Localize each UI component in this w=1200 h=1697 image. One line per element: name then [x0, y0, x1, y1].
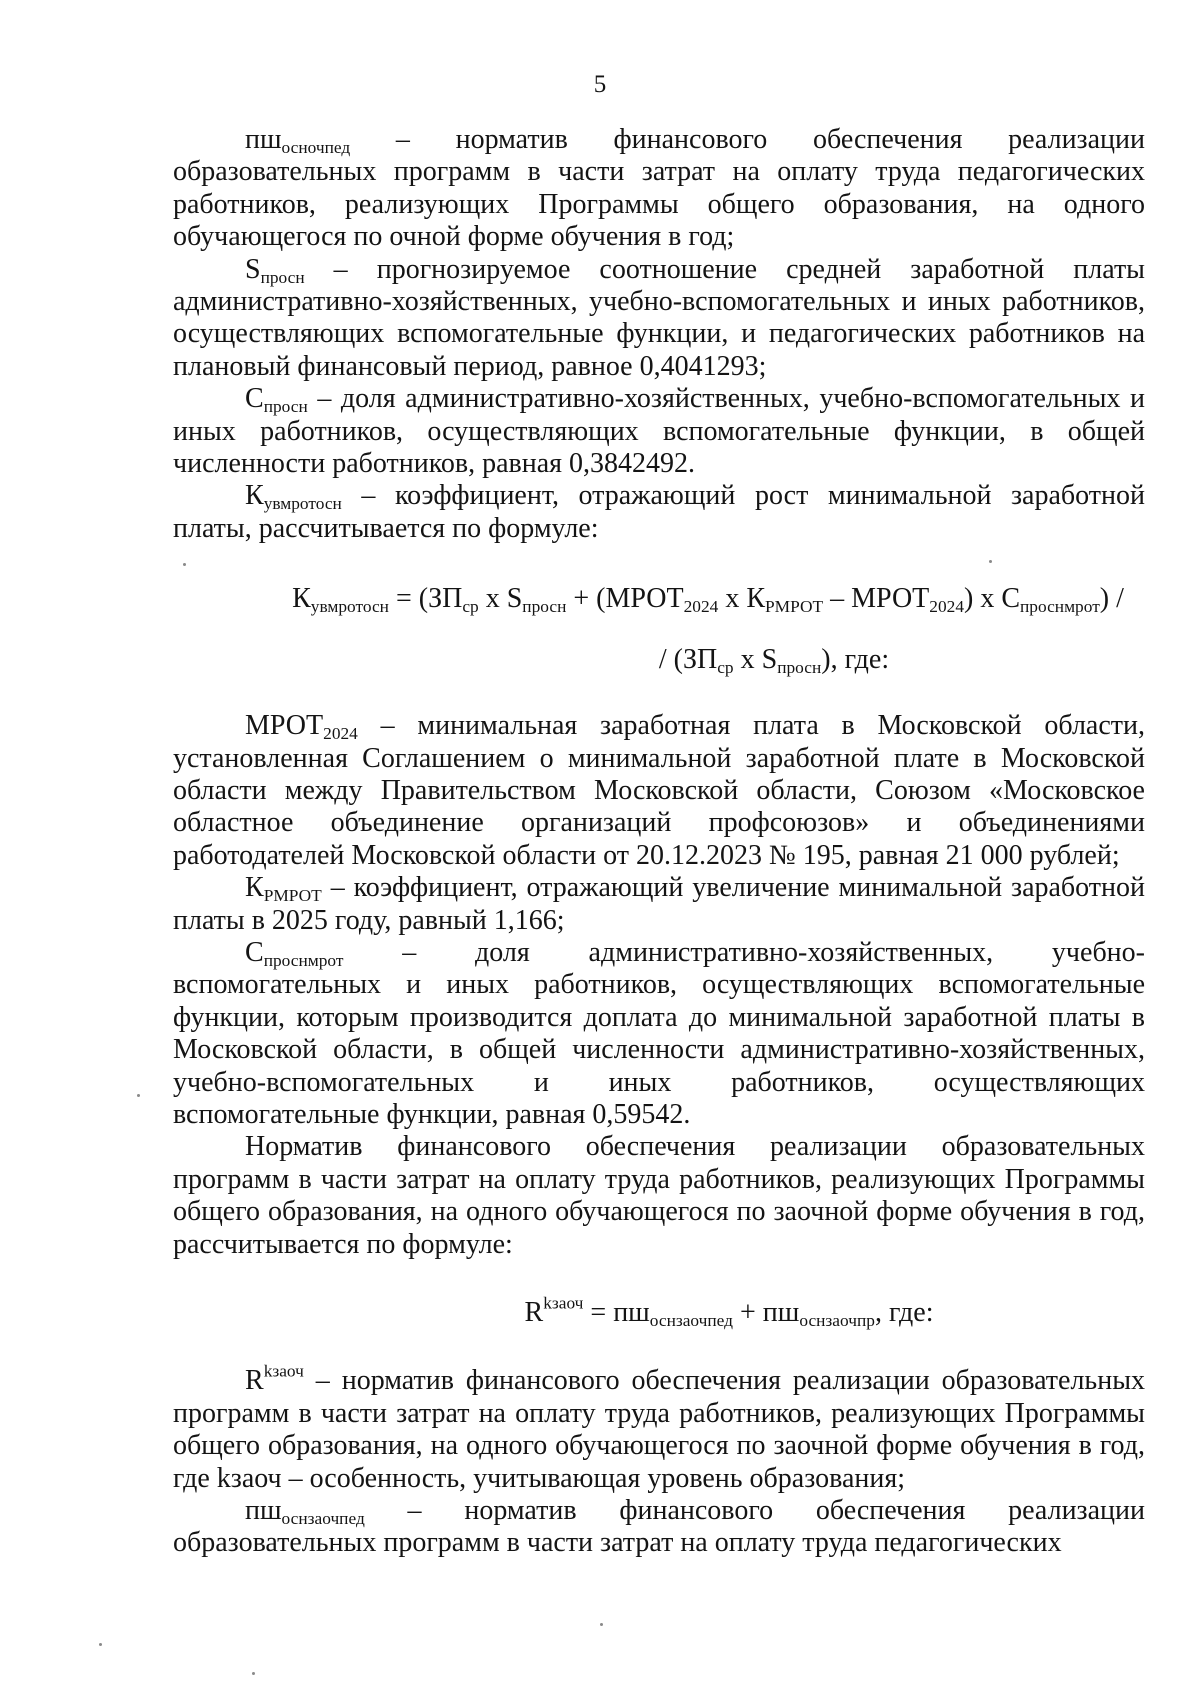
symbol-subscript: 2024 [323, 723, 358, 743]
symbol: С [245, 383, 264, 415]
scan-speck [252, 1672, 255, 1675]
definition-text: – коэффициент, отражающий увеличение минимальной заработной платы в 2025 году, равный 1,166; [173, 872, 1145, 936]
scan-speck [989, 560, 992, 563]
definition-text: – доля административно-хозяйственных, учебно-вспомогательных и иных работников, осуществляющих вспомогательные функции, в общей численности работников, равная 0,3842492. [173, 383, 1145, 480]
symbol: S [245, 253, 261, 285]
formula-r-kzaoch [173, 1293, 1145, 1330]
symbol-subscript: увмротосн [263, 494, 342, 514]
formula-subscript: проснмрот [1020, 597, 1100, 617]
definition-psh-osnzaochped [173, 1495, 1145, 1560]
definition-text: – минимальная заработная плата в Московской области, установленная Соглашением о минимальной заработной плате в Московской области между Правительством Московской области, Союзом «Московское областное объединение организаций профсоюзов» и объединениями работодателей Московской области от 20.12.2023 № 195, равная 21 000 рублей; [173, 710, 1145, 871]
formula-subscript: просн [777, 657, 822, 677]
formula-subscript: ср [462, 597, 479, 617]
definition-mrot-2024 [173, 710, 1145, 872]
symbol: МРОТ [245, 710, 324, 742]
formula-term: – МРОТ [823, 583, 930, 615]
symbol-subscript: оснзаочпед [281, 1508, 365, 1528]
symbol-superscript: kзаоч [263, 1361, 304, 1381]
formula-term: = (ЗП [388, 583, 463, 615]
definition-text: – коэффициент, отражающий рост минимальной заработной платы, рассчитывается по формуле: [173, 480, 1145, 544]
formula-subscript: 2024 [929, 597, 964, 617]
definition-text: – норматив финансового обеспечения реализации образовательных программ в части затрат на оплату труда работников, реализующих Программы общего образования, на одного обучающегося по заочной форме обучения в год, где kзаоч – особенность, учитывающая уровень образования; [173, 1365, 1145, 1494]
formula-term: x S [478, 583, 523, 615]
definition-r-kzaoch [173, 1361, 1145, 1495]
definition-text: – норматив финансового обеспечения реализации образовательных программ в части затрат на оплату труда педагогических [173, 1495, 1145, 1559]
scan-speck [600, 1623, 603, 1626]
definition-c-prosnmrot [173, 937, 1145, 1131]
symbol-subscript: просн [263, 397, 308, 417]
formula-term: , где: [874, 1297, 934, 1328]
formula-term: К [292, 583, 311, 615]
definition-text: – норматив финансового обеспечения реализации образовательных программ в части затрат на оплату труда педагогических работников, реализующих Программы общего образования, на одного обучающегося по очной форме обучения в год; [173, 124, 1145, 253]
formula-term: x К [718, 583, 766, 615]
definition-text: – прогнозируемое соотношение средней заработной платы административно-хозяйственных, учебно-вспомогательных и иных работников, осуществляющих вспомогательные функции, и педагогических работников на плановый финансовый период, равное 0,4041293; [173, 253, 1145, 382]
page-number: 5 [593, 71, 607, 98]
definition-k-uvmrotosn [173, 480, 1145, 545]
formula-term: = пш [583, 1297, 650, 1328]
definition-psh-osnochped [173, 124, 1145, 254]
symbol: пш [245, 124, 282, 155]
formula-term: + пш [732, 1297, 800, 1328]
formula-subscript: увмротосн [310, 597, 389, 617]
formula-term: ) / [1099, 583, 1124, 615]
definition-s-prosn [173, 254, 1145, 384]
formula-subscript: РМРОТ [765, 597, 824, 617]
definition-text: – доля административно-хозяйственных, учебно-вспомогательных и иных работников, осуществляющих вспомогательные функции, которым производится доплата до минимальной заработной платы в Московской области, в общей численности административно-хозяйственных, учебно-вспомогательных и иных работников, осуществляющих вспомогательные функции, равная 0,59542. [173, 936, 1145, 1130]
formula-subscript: просн [522, 597, 567, 617]
formula-subscript: 2024 [683, 597, 719, 617]
symbol-subscript: РМРОТ [263, 885, 322, 905]
symbol-subscript: осночпед [281, 137, 351, 157]
symbol: К [245, 872, 264, 904]
formula-superscript: kзаоч [543, 1293, 584, 1313]
symbol-subscript: просн [260, 267, 305, 287]
formula-term: ) x С [964, 583, 1020, 615]
formula-subscript: оснзаочпр [799, 1310, 875, 1330]
formula-term: / (ЗП [658, 643, 718, 675]
formula-subscript: ср [717, 657, 734, 677]
symbol: К [245, 480, 264, 512]
scan-speck [183, 563, 186, 566]
formula-k-uvmrotosn-line1 [173, 583, 1145, 615]
symbol: С [245, 936, 264, 968]
definition-k-rmrot [173, 872, 1145, 937]
symbol: пш [245, 1495, 282, 1527]
formula-term: x S [733, 643, 778, 675]
symbol: R [245, 1365, 264, 1397]
formula-subscript: оснзаочпед [649, 1310, 733, 1330]
formula-k-uvmrotosn-line2 [173, 644, 1145, 676]
symbol-subscript: проснмрот [263, 950, 344, 970]
scan-speck [99, 1643, 102, 1646]
formula-term: + (МРОТ [566, 583, 684, 615]
scan-speck [137, 1094, 140, 1097]
paragraph-norm-zaochnaya: Норматив финансового обеспечения реализации образовательных программ в части затрат на оплату труда работников, реализующих Программы общего образования, на одного обучающегося по заочной форме обучения в год, рассчитывается по формуле: [173, 1131, 1145, 1260]
body-text [173, 124, 1145, 1560]
definition-c-prosn [173, 383, 1145, 480]
formula-term: ), где: [821, 643, 890, 675]
formula-term: R [524, 1297, 544, 1328]
